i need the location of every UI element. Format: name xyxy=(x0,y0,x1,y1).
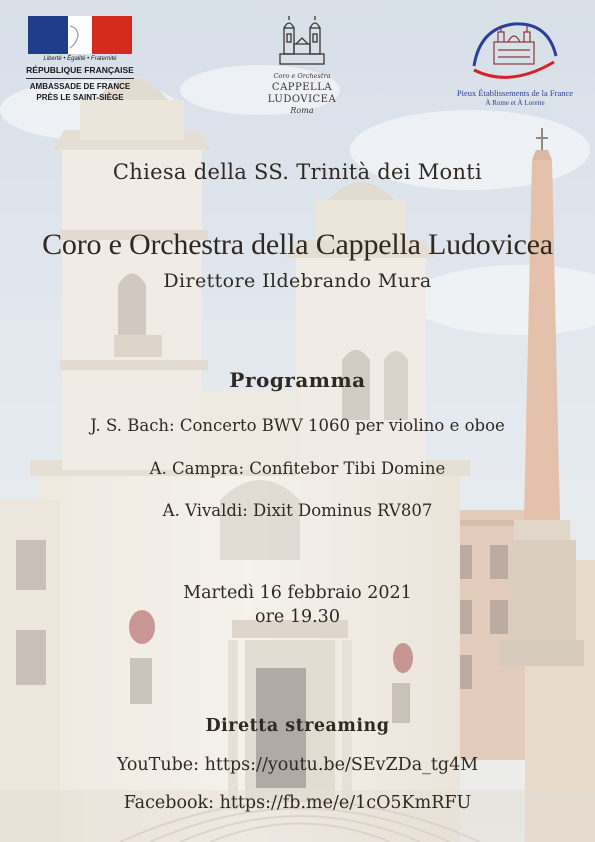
republic-text: RÉPUBLIQUE FRANÇAISE xyxy=(26,65,134,75)
motto-text: Liberté • Égalité • Fraternité xyxy=(43,56,117,62)
pieux-etablissements-logo xyxy=(440,18,590,118)
logo-line-1: Coro e Orchestra xyxy=(273,72,331,80)
program-item: J. S. Bach: Concerto BWV 1060 per violino e oboe xyxy=(90,416,505,435)
program-item: A. Vivaldi: Dixit Dominus RV807 xyxy=(162,501,433,520)
facebook-link[interactable]: Facebook: https://fb.me/e/1cO5KmRFU xyxy=(123,793,472,813)
church-towers-icon xyxy=(272,14,332,74)
pieux-line-2: À Rome et À Lorette xyxy=(485,99,545,107)
venue-title: Chiesa della SS. Trinità dei Monti xyxy=(112,160,483,184)
program-item: A. Campra: Confitebor Tibi Domine xyxy=(149,459,446,478)
director-line: Direttore Ildebrando Mura xyxy=(163,270,432,292)
program-heading: Programma xyxy=(229,368,366,392)
streaming-heading: Diretta streaming xyxy=(205,716,390,736)
concert-time: ore 19.30 xyxy=(255,607,340,627)
youtube-link[interactable]: YouTube: https://youtu.be/SEvZDa_tg4M xyxy=(116,755,479,775)
concert-date: Martedì 16 febbraio 2021 xyxy=(183,583,412,603)
concert-title: Coro e Orchestra della Cappella Ludovicea xyxy=(42,228,553,261)
embassy-line-1: AMBASSADE DE FRANCE xyxy=(29,82,131,91)
embassy-line-2: PRÈS LE SAINT-SIÈGE xyxy=(36,93,124,102)
embassy-logo xyxy=(20,12,140,124)
basilica-emblem-icon xyxy=(470,18,560,88)
pieux-line-1: Pieux Établissements de la France xyxy=(456,88,574,98)
logo-line-2: CAPPELLA xyxy=(271,82,333,93)
caption-divider xyxy=(26,78,134,79)
logo-line-3: LUDOVICEA xyxy=(267,94,337,105)
logo-line-4: Roma xyxy=(290,106,314,115)
cappella-ludovicea-logo xyxy=(262,14,342,124)
